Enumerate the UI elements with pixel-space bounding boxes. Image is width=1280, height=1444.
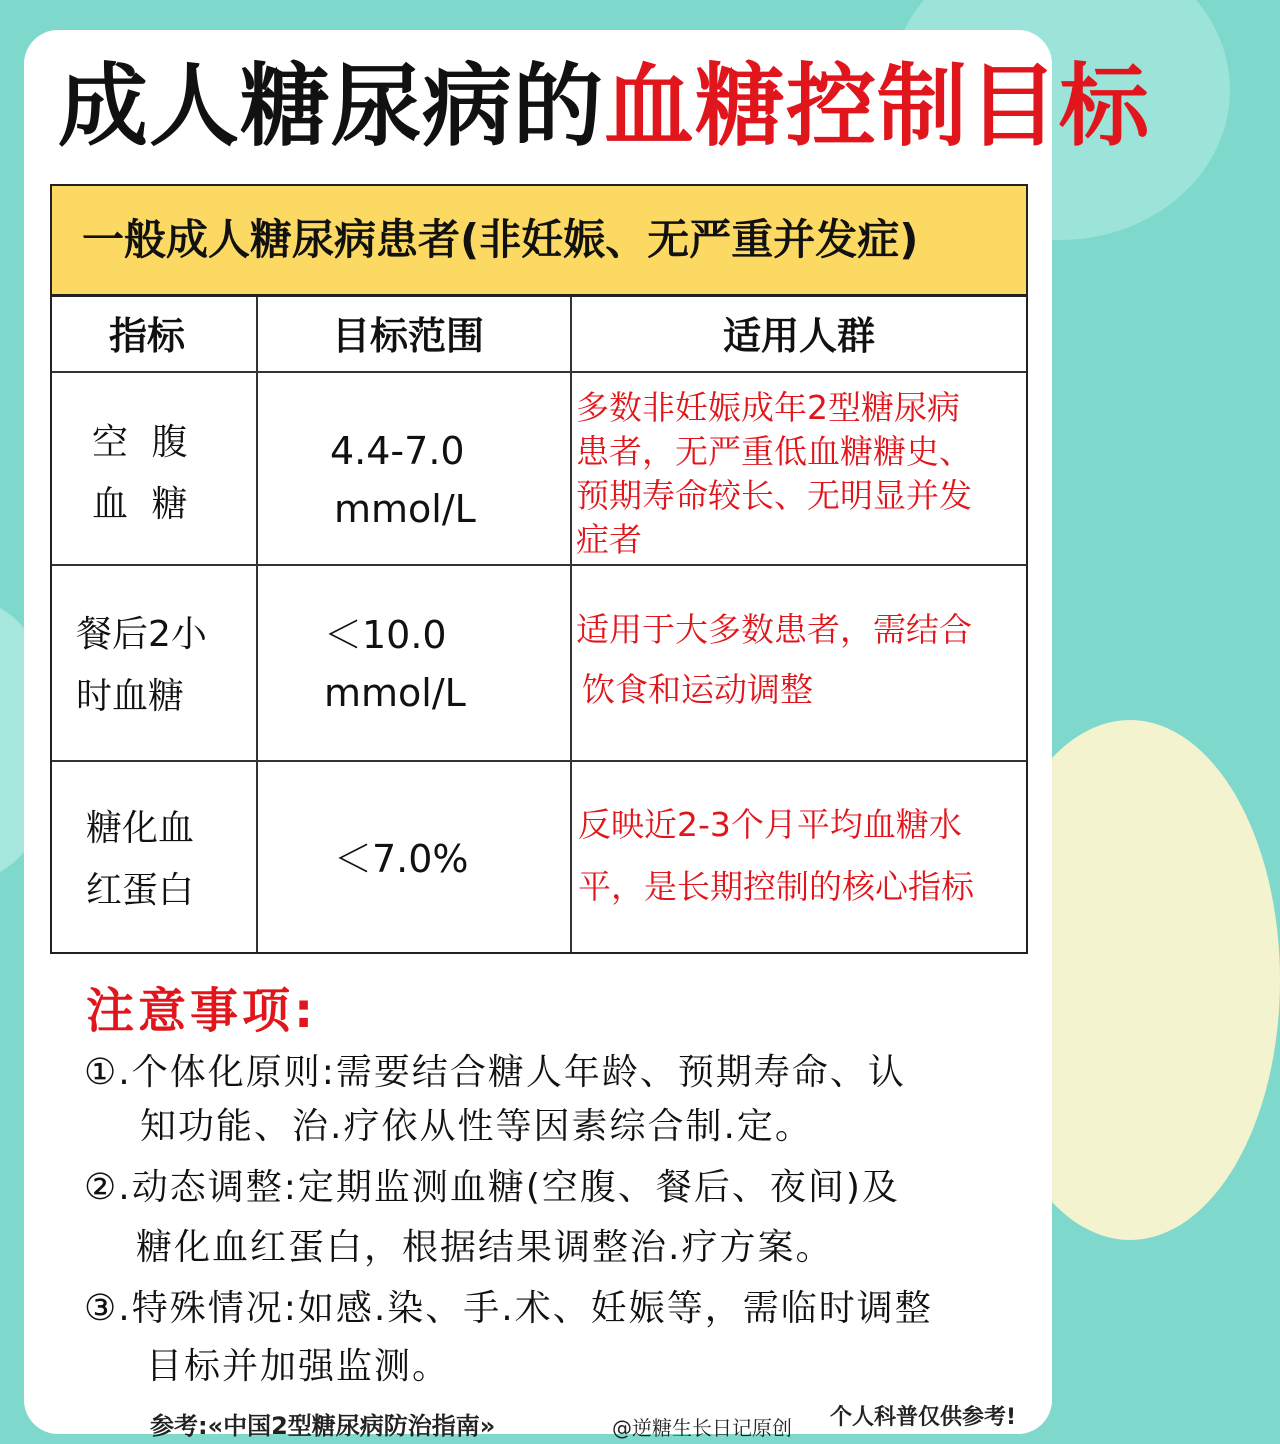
note-line: ①.个体化原则:需要结合糖人年龄、预期寿命、认 [84, 1052, 906, 1093]
reference-text: 参考:«中国2型糖尿病防治指南» [150, 1412, 496, 1440]
population-line: 反映近2-3个月平均血糖水 [578, 805, 962, 844]
indicator-line: 糖化血 [86, 808, 195, 849]
column-header-target: 目标范围 [331, 314, 484, 358]
population-line: 平，是长期控制的核心指标 [578, 867, 974, 906]
table-row-target [330, 422, 530, 538]
indicator-line: 空 腹 [92, 422, 194, 463]
page-title [58, 52, 1150, 162]
population-line: 饮食和运动调整 [582, 670, 813, 709]
table-row-population [578, 794, 1028, 918]
table-row-population [576, 600, 1026, 720]
indicator-line: 血 糖 [92, 484, 194, 525]
title-part-black: 成人糖尿病的 [58, 54, 604, 159]
target-line: ＜7.0% [334, 837, 469, 881]
note-item [84, 1158, 1034, 1278]
row-divider [52, 760, 1026, 762]
column-header-population: 适用人群 [722, 314, 875, 358]
watermark-text: @逆糖生长日记原创 [612, 1416, 792, 1440]
note-line: ③.特殊情况:如感.染、手.术、妊娠等，需临时调整 [84, 1288, 933, 1329]
table-row-population [576, 386, 1026, 562]
note-line: 糖化血红蛋白，根据结果调整治.疗方案。 [136, 1227, 834, 1268]
population-line: 预期寿命较长、无明显并发 [576, 476, 972, 515]
column-divider [570, 297, 572, 952]
note-item [84, 1280, 1034, 1396]
table-row-indicator [76, 604, 254, 728]
table-row-target [334, 830, 544, 888]
target-line: ＜10.0 [324, 613, 447, 657]
indicator-line: 餐后2小 [76, 614, 207, 655]
note-item [84, 1046, 1034, 1154]
indicator-line: 时血糖 [76, 676, 185, 717]
column-divider [256, 297, 258, 952]
population-line: 患者，无严重低血糖糖史、 [576, 432, 972, 471]
notes-title: 注意事项: [86, 983, 318, 1039]
note-line: 知功能、治.疗依从性等因素综合制.定。 [140, 1106, 813, 1147]
table-header: 一般成人糖尿病患者(非妊娠、无严重并发症) [52, 186, 1026, 297]
note-line: ②.动态调整:定期监测血糖(空腹、餐后、夜间)及 [84, 1167, 900, 1208]
column-header-indicator: 指标 [108, 314, 185, 358]
row-divider [52, 564, 1026, 566]
population-line: 适用于大多数患者，需结合 [576, 610, 972, 649]
table-row-indicator [86, 798, 254, 922]
population-line: 多数非妊娠成年2型糖尿病 [576, 388, 960, 427]
indicator-line: 红蛋白 [86, 870, 195, 911]
population-line: 症者 [576, 520, 642, 559]
target-line: 4.4-7.0 [330, 429, 465, 473]
target-line: mmol/L [324, 671, 466, 715]
title-part-red: 血糖控制目标 [604, 54, 1150, 159]
target-line: mmol/L [334, 487, 476, 531]
table-row-indicator [92, 412, 242, 536]
disclaimer-text: 个人科普仅供参考! [830, 1405, 1017, 1430]
table-row-target [324, 606, 544, 722]
glucose-target-table [50, 184, 1028, 954]
note-line: 目标并加强监测。 [146, 1346, 451, 1387]
